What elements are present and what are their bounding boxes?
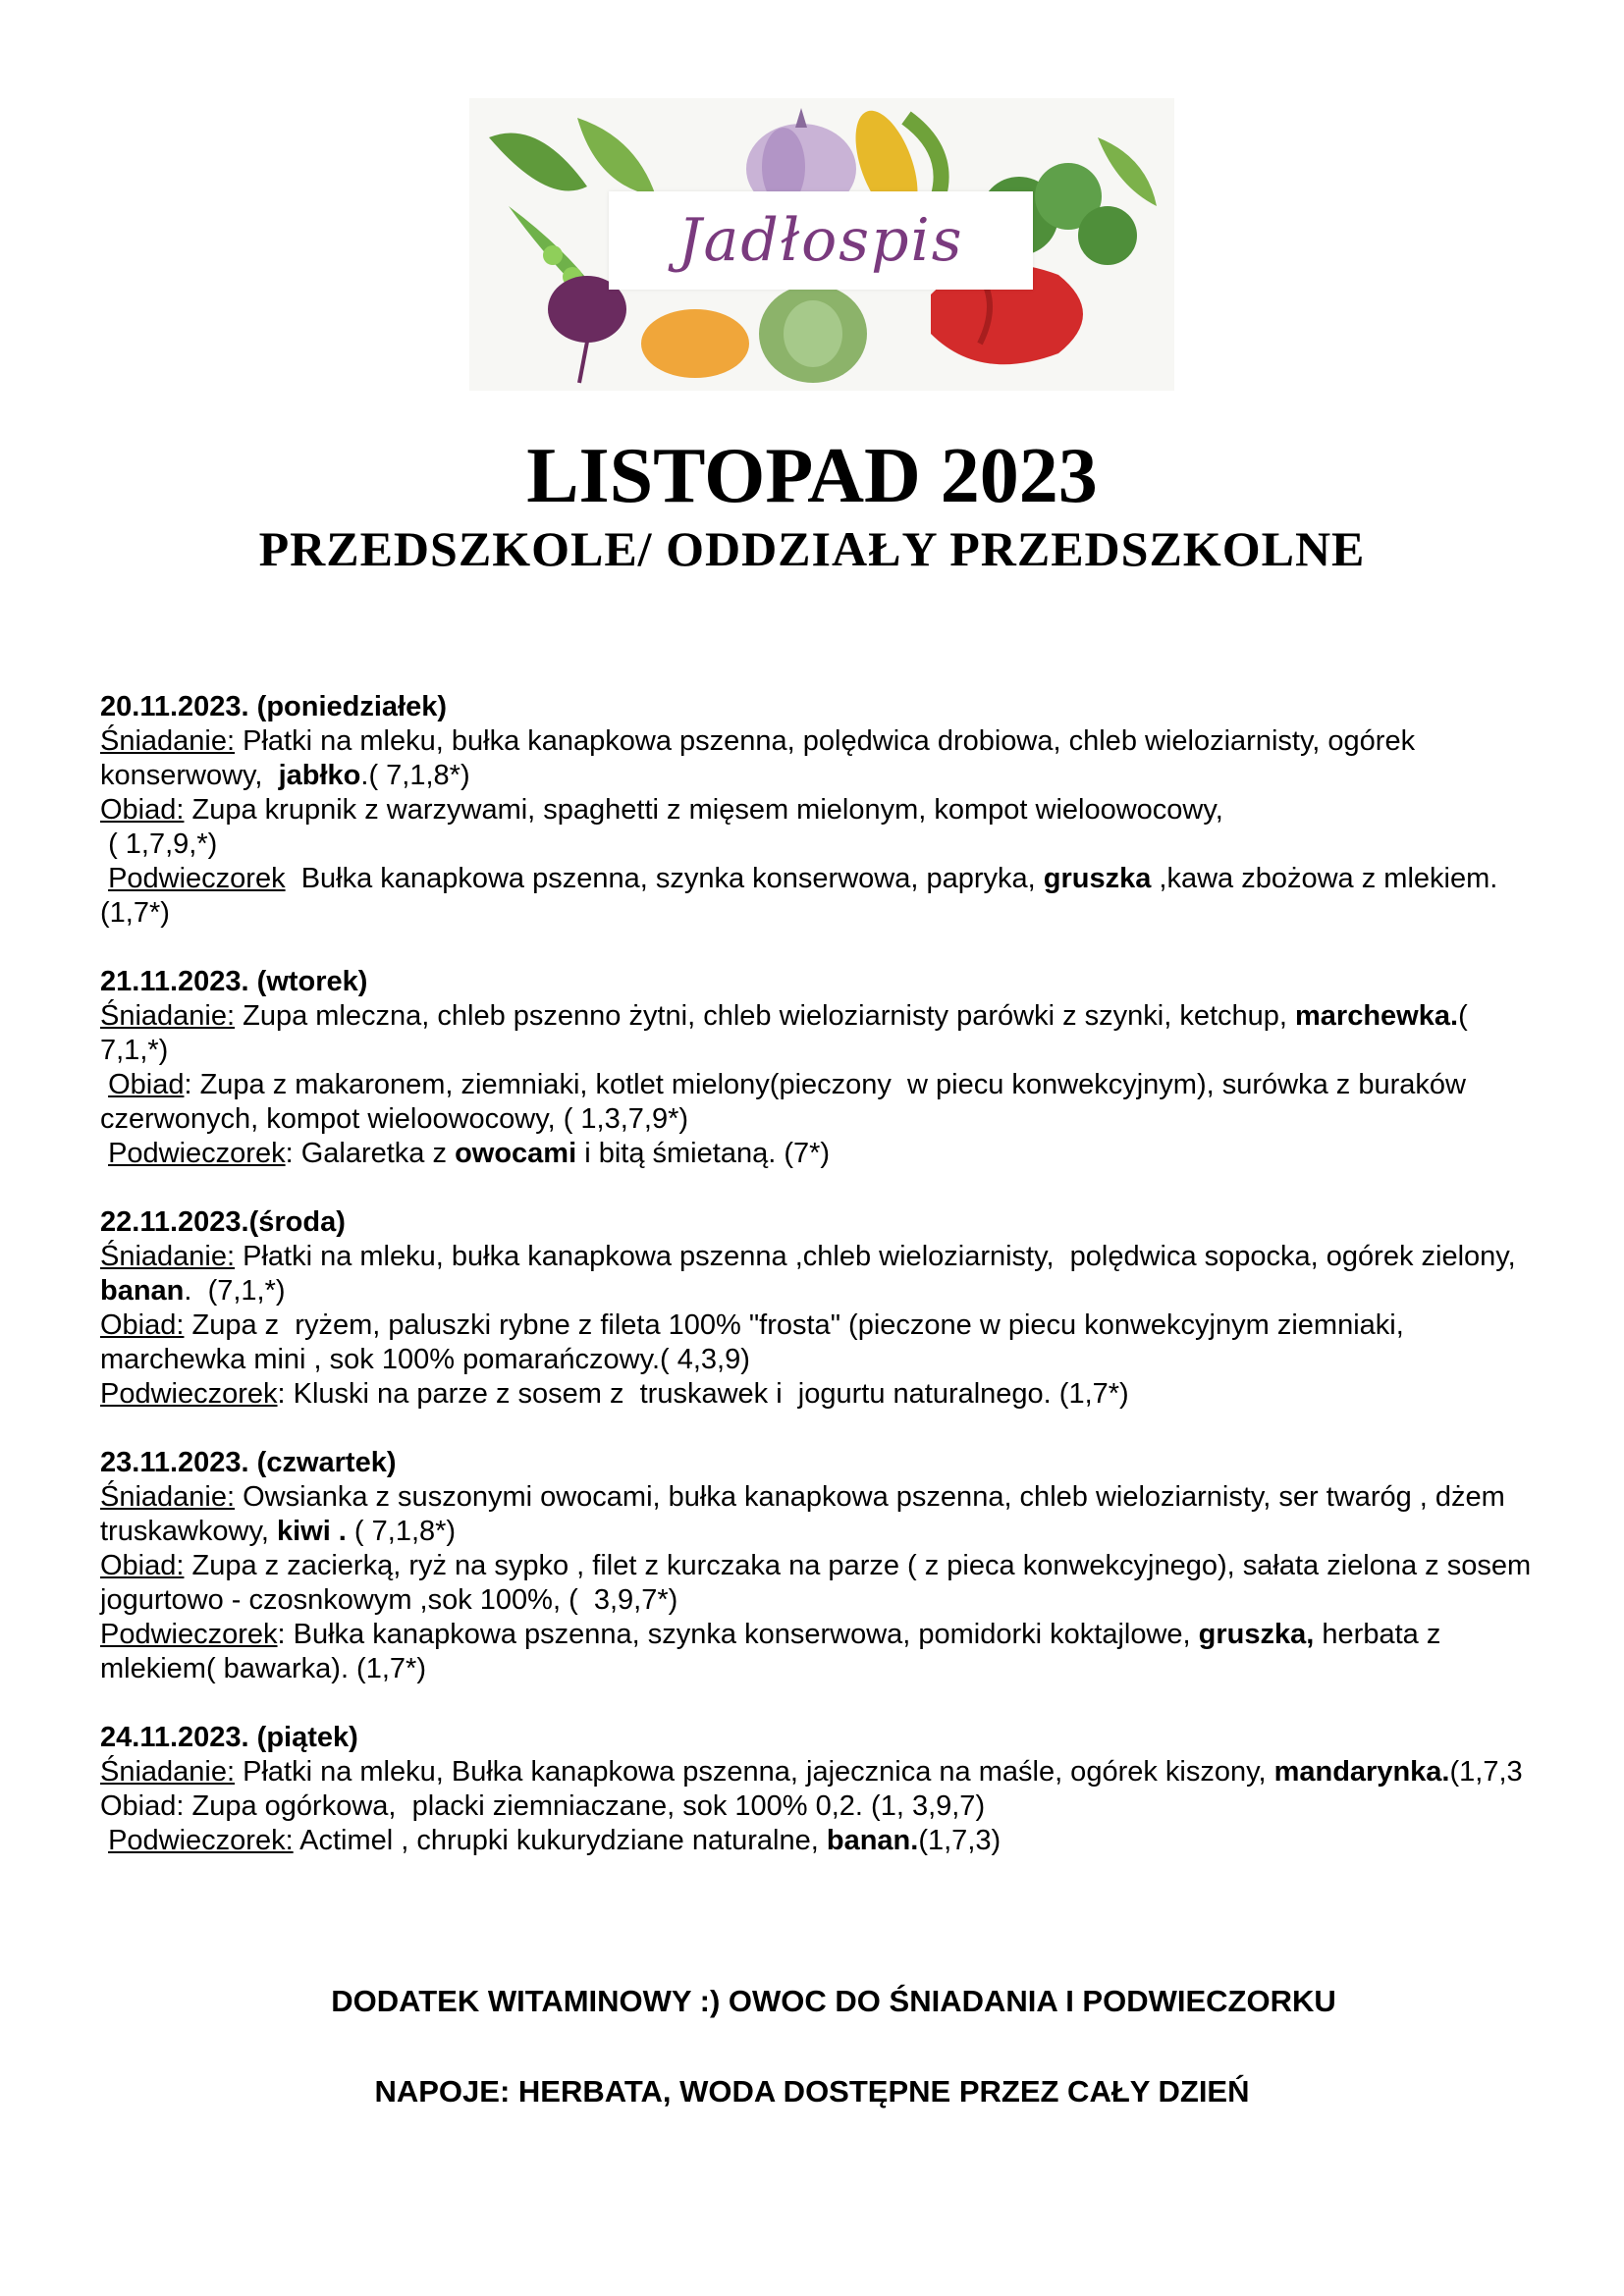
- meal-text: : Galaretka z: [285, 1138, 456, 1169]
- meal-indent: [100, 863, 108, 894]
- meal-label: Obiad: [108, 1069, 185, 1100]
- meal-text: Płatki na mleku, bułka kanapkowa pszenna ,chleb wieloziarnisty, polędwica sopocka, ogórek zielony,: [235, 1241, 1524, 1272]
- meal-entry: [100, 1755, 1543, 1789]
- meal-label: Śniadanie:: [100, 1756, 236, 1788]
- meal-text: : Zupa z makaronem, ziemniaki, kotlet mielony(pieczony w piecu konwekcyjnym), surówka z buraków czerwonych, kompot wieloowocowy, ( 1,3,7,9*): [100, 1069, 1475, 1135]
- meal-text: Zupa z ryżem, paluszki rybne z fileta 100% "frosta" (pieczone w piecu konwekcyjnym ziemniaki, marchewka mini , sok 100% pomarańczowy.( 4,3,9): [100, 1309, 1412, 1375]
- meal-entry: [100, 1240, 1543, 1308]
- meal-text: Zupa z zacierką, ryż na sypko , filet z kurczaka na parze ( z pieca konwekcyjnego), sałata zielona z sosem jogurtowo - czosnkowym ,sok 100%, ( 3,9,7*): [100, 1550, 1540, 1616]
- meal-label: Obiad:: [100, 794, 185, 826]
- meal-text: ,kawa zbożowa z mlekiem. (1,7*): [100, 863, 1506, 929]
- meal-label: Podwieczorek: [108, 1138, 286, 1169]
- meal-entry: [100, 793, 1543, 862]
- day-date: 22.11.2023.(środa): [100, 1206, 346, 1238]
- meal-label: Śniadanie:: [100, 1241, 236, 1272]
- meal-text: ( 7,1,8*): [346, 1516, 457, 1547]
- meal-text: Bułka kanapkowa pszenna, szynka konserwowa, papryka,: [285, 863, 1044, 894]
- meal-entry: [100, 1308, 1543, 1377]
- day-date: 23.11.2023. (czwartek): [100, 1447, 397, 1478]
- day-entry: [100, 1446, 1543, 1686]
- vegetable-banner: [469, 98, 1174, 391]
- page-title: LISTOPAD 2023: [526, 433, 1098, 519]
- logo-text: Jadłospis: [677, 206, 964, 275]
- menu-list: [100, 690, 1543, 1893]
- day-entry: [100, 690, 1543, 931]
- meal-text: Płatki na mleku, bułka kanapkowa pszenna, polędwica drobiowa, chleb wieloziarnisty, ogórek konserwowy,: [100, 725, 1424, 791]
- meal-entry: [100, 999, 1543, 1068]
- meal-entry: [100, 1618, 1543, 1686]
- highlighted-fruit: owocami: [455, 1138, 577, 1169]
- day-date: 20.11.2023. (poniedziałek): [100, 691, 448, 722]
- meal-text: Actimel , chrupki kukurydziane naturalne,: [293, 1825, 827, 1856]
- meal-indent: [100, 1825, 108, 1856]
- day-entry: [100, 965, 1543, 1171]
- meal-text: : Bułka kanapkowa pszenna, szynka konserwowa, pomidorki koktajlowe,: [277, 1619, 1199, 1650]
- meal-text: herbata z mlekiem( bawarka). (1,7*): [100, 1619, 1449, 1684]
- meal-text: . (7,1,*): [184, 1275, 286, 1307]
- meal-entry: [100, 1824, 1543, 1858]
- highlighted-fruit: banan.: [826, 1825, 919, 1856]
- meal-entry: [100, 1137, 1543, 1171]
- meal-label: Podwieczorek: [100, 1619, 278, 1650]
- meal-text: .( 7,1,8*): [360, 760, 470, 791]
- meal-text: i bitą śmietaną. (7*): [576, 1138, 831, 1169]
- day-entry: [100, 1721, 1543, 1858]
- day-date: 21.11.2023. (wtorek): [100, 966, 368, 997]
- highlighted-fruit: gruszka: [1043, 863, 1152, 894]
- meal-text: Zupa mleczna, chleb pszenno żytni, chleb wieloziarnisty parówki z szynki, ketchup,: [235, 1000, 1296, 1032]
- day-entry: [100, 1205, 1543, 1412]
- meal-label: Obiad:: [100, 1309, 185, 1341]
- meal-entry: [100, 862, 1543, 931]
- footer-drinks-note: NAPOJE: HERBATA, WODA DOSTĘPNE PRZEZ CAŁY DZIEŃ: [374, 2074, 1250, 2109]
- meal-text: Obiad: Zupa ogórkowa, placki ziemniaczane, sok 100% 0,2. (1, 3,9,7): [100, 1790, 986, 1822]
- meal-entry: [100, 1068, 1543, 1137]
- meal-entry: [100, 1789, 1543, 1824]
- meal-label: Obiad:: [100, 1550, 185, 1581]
- meal-text: Płatki na mleku, Bułka kanapkowa pszenna, jajecznica na maśle, ogórek kiszony,: [235, 1756, 1274, 1788]
- meal-text: (1,7,3): [918, 1825, 1001, 1856]
- meal-entry: [100, 1549, 1543, 1618]
- highlighted-fruit: gruszka,: [1198, 1619, 1315, 1650]
- meal-entry: [100, 1480, 1543, 1549]
- highlighted-fruit: mandarynka.: [1273, 1756, 1450, 1788]
- highlighted-fruit: jabłko: [278, 760, 361, 791]
- meal-text: : Kluski na parze z sosem z truskawek i jogurtu naturalnego. (1,7*): [277, 1378, 1129, 1410]
- meal-entry: [100, 724, 1543, 793]
- highlighted-fruit: banan: [100, 1275, 185, 1307]
- meal-indent: [100, 1069, 108, 1100]
- meal-label: Podwieczorek: [108, 863, 286, 894]
- day-date: 24.11.2023. (piątek): [100, 1722, 358, 1753]
- meal-label: Śniadanie:: [100, 1000, 236, 1032]
- meal-label: Podwieczorek: [100, 1378, 278, 1410]
- meal-text: (1,7,3: [1449, 1756, 1523, 1788]
- page-subtitle: PRZEDSZKOLE/ ODDZIAŁY PRZEDSZKOLNE: [258, 521, 1366, 576]
- highlighted-fruit: marchewka.: [1295, 1000, 1459, 1032]
- meal-text: ( 7,1,*): [100, 1000, 1476, 1066]
- meal-indent: [100, 1138, 108, 1169]
- meal-text: Owsianka z suszonymi owocami, bułka kanapkowa pszenna, chleb wieloziarnisty, ser twaróg , dżem truskawkowy,: [100, 1481, 1513, 1547]
- highlighted-fruit: kiwi .: [276, 1516, 347, 1547]
- meal-label: Śniadanie:: [100, 725, 236, 757]
- meal-text: Zupa krupnik z warzywami, spaghetti z mięsem mielonym, kompot wieloowocowy, ( 1,7,9,*): [108, 794, 1223, 860]
- footer-vitamin-note: DODATEK WITAMINOWY :) OWOC DO ŚNIADANIA I PODWIECZORKU: [331, 1984, 1336, 2018]
- meal-entry: [100, 1377, 1543, 1412]
- banner-logo: [609, 191, 1033, 290]
- meal-label: Śniadanie:: [100, 1481, 236, 1513]
- meal-label: Podwieczorek:: [108, 1825, 294, 1856]
